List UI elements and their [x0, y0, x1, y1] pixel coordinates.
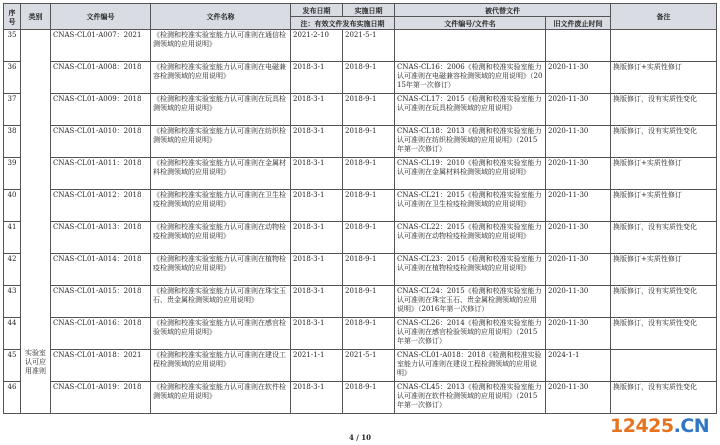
header-impl-date: 实施日期	[343, 4, 395, 17]
cell-old-abolish: 2020-11-30	[546, 318, 611, 350]
cell-old-abolish: 2020-11-30	[546, 222, 611, 254]
header-doc-no: 文件编号	[51, 4, 151, 30]
table-row	[4, 158, 717, 190]
cell-remark: 换版修订+实质性修订	[611, 158, 717, 190]
cell-remark: 换版修订+实质性修订	[611, 190, 717, 222]
site-watermark	[610, 415, 714, 437]
cell-replaced	[395, 30, 546, 62]
cell-seq: 43	[4, 286, 21, 318]
cell-impl-date: 2018-9-1	[343, 190, 395, 222]
cell-old-abolish: 2020-11-30	[546, 94, 611, 126]
cell-pub-date: 2018-3-1	[291, 190, 343, 222]
cell-old-abolish: 2020-11-30	[546, 126, 611, 158]
cell-old-abolish: 2020-11-30	[546, 254, 611, 286]
cell-remark: 换版修订，没有实质性变化	[611, 318, 717, 350]
cell-old-abolish: 2020-11-30	[546, 190, 611, 222]
cell-replaced: CNAS-CL45：2013《检测和校准实验室能力认可准则在软件检测领域的应用说明》（2015年第一次修订）	[395, 382, 546, 414]
cell-replaced: CNAS-CL21：2015《检测和校准实验室能力认可准则在卫生检疫检测领域的应用说明》	[395, 190, 546, 222]
cell-replaced: CNAS-CL26：2014《检测和校准实验室能力认可准则在感官检验领域的应用说明》（2015年第一次修订）	[395, 318, 546, 350]
cell-seq: 45	[4, 350, 21, 382]
table-row	[4, 350, 717, 382]
cell-remark: 换版修订，没有实质性变化	[611, 222, 717, 254]
table-row	[4, 286, 717, 318]
page-indicator: 4 / 10	[348, 433, 372, 442]
cell-doc-name: 《检测和校准实验室能力认可准则在感官检验领域的应用说明》	[151, 318, 291, 350]
cell-impl-date: 2018-9-1	[343, 254, 395, 286]
cell-impl-date: 2021-5-1	[343, 30, 395, 62]
cell-impl-date: 2018-9-1	[343, 286, 395, 318]
table-row	[4, 254, 717, 286]
cell-seq: 39	[4, 158, 21, 190]
cell-doc-no: CNAS-CL01-A013：2018	[51, 222, 151, 254]
cell-replaced: CNAS-CL16：2006《检测和校准实验室能力认可准则在电磁兼容检测领域的应用说明》（2015年第一次修订）	[395, 62, 546, 94]
cell-doc-no: CNAS-CL01-A010：2018	[51, 126, 151, 158]
cell-remark: 换版修订+实质性修订	[611, 62, 717, 94]
cell-seq: 44	[4, 318, 21, 350]
header-seq: 序号	[4, 4, 21, 30]
cell-remark: 换版修订+实质性修订	[611, 254, 717, 286]
cell-seq: 37	[4, 94, 21, 126]
watermark-domain: .CN	[673, 415, 710, 437]
header-remark: 备注	[611, 4, 717, 30]
cell-doc-name: 《检测和校准实验室能力认可准则在卫生检疫检测领域的应用说明》	[151, 190, 291, 222]
cell-replaced: CNAS-CL23：2015《检测和校准实验室能力认可准则在植物检疫检测领域的应用说明》	[395, 254, 546, 286]
cell-old-abolish: 2020-11-30	[546, 62, 611, 94]
cell-remark: 换版修订，没有实质性变化	[611, 286, 717, 318]
cell-doc-no: CNAS-CL01-A019：2018	[51, 382, 151, 414]
cell-remark: 换版修订，没有实质性变化	[611, 126, 717, 158]
cell-doc-name: 《检测和校准实验室能力认可准则在金属材料检测领域的应用说明》	[151, 158, 291, 190]
cell-replaced: CNAS-CL18：2013《检测和校准实验室能力认可准则在纺织检测领域的应用说明》（2015年第一次修订）	[395, 126, 546, 158]
table-row	[4, 318, 717, 350]
header-doc-name: 文件名称	[151, 4, 291, 30]
cell-seq: 36	[4, 62, 21, 94]
cell-seq: 42	[4, 254, 21, 286]
header-category: 类别	[21, 4, 51, 30]
cell-replaced: CNAS-CL22：2015《检测和校准实验室能力认可准则在动物检疫检测领域的应用说明》	[395, 222, 546, 254]
cell-old-abolish: 2024-1-1	[546, 350, 611, 382]
standards-table	[3, 3, 717, 414]
cell-remark: 换版修订，没有实质性变化	[611, 94, 717, 126]
cell-impl-date: 2021-5-1	[343, 350, 395, 382]
header-replaced: 被代替文件	[395, 4, 611, 17]
cell-impl-date: 2018-9-1	[343, 382, 395, 414]
cell-category	[21, 30, 51, 414]
cell-doc-no: CNAS-CL01-A015：2018	[51, 286, 151, 318]
cell-replaced: CNAS-CL01-A018：2018《检测和校准实验室能力认可准则在建设工程检测领域的应用说明》	[395, 350, 546, 382]
cell-doc-name: 《检测和校准实验室能力认可准则在纺织检测领域的应用说明》	[151, 126, 291, 158]
cell-doc-no: CNAS-CL01-A011：2018	[51, 158, 151, 190]
table-row	[4, 62, 717, 94]
cell-pub-date: 2018-3-1	[291, 382, 343, 414]
cell-doc-no: CNAS-CL01-A007：2021	[51, 30, 151, 62]
table-row	[4, 30, 717, 62]
cell-doc-name: 《检测和校准实验室能力认可准则在植物检疫检测领域的应用说明》	[151, 254, 291, 286]
cell-doc-name: 《检测和校准实验室能力认可准则在电磁兼容检测领域的应用说明》	[151, 62, 291, 94]
cell-remark: 换版修订，没有实质性变化	[611, 382, 717, 414]
cell-impl-date: 2018-9-1	[343, 318, 395, 350]
cell-pub-date: 2021-2-10	[291, 30, 343, 62]
cell-pub-date: 2018-3-1	[291, 158, 343, 190]
cell-seq: 38	[4, 126, 21, 158]
cell-doc-no: CNAS-CL01-A008：2018	[51, 62, 151, 94]
cell-doc-name: 《检测和校准实验室能力认可准则在玩具检测领域的应用说明》	[151, 94, 291, 126]
cell-doc-name: 《检测和校准实验室能力认可准则在通信检测领域的应用说明》	[151, 30, 291, 62]
cell-doc-name: 《检测和校准实验室能力认可准则在建设工程检测领域的应用说明》	[151, 350, 291, 382]
cell-doc-no: CNAS-CL01-A009：2018	[51, 94, 151, 126]
cell-doc-no: CNAS-CL01-A018：2021	[51, 350, 151, 382]
cell-seq: 40	[4, 190, 21, 222]
table-row	[4, 382, 717, 414]
cell-replaced: CNAS-CL24：2015《检测和校准实验室能力认可准则在珠宝玉石、贵金属检测领域的应用说明》（2016年第一次修订）	[395, 286, 546, 318]
cell-doc-name: 《检测和校准实验室能力认可准则在软件检测领域的应用说明》	[151, 382, 291, 414]
cell-replaced: CNAS-CL19：2010《检测和校准实验室能力认可准则在金属材料检测领域的应用说明》	[395, 158, 546, 190]
table-row	[4, 222, 717, 254]
cell-old-abolish	[546, 30, 611, 62]
cell-doc-name: 《检测和校准实验室能力认可准则在动物检疫检测领域的应用说明》	[151, 222, 291, 254]
cell-pub-date: 2018-3-1	[291, 254, 343, 286]
cell-pub-date: 2018-3-1	[291, 94, 343, 126]
cell-impl-date: 2018-9-1	[343, 158, 395, 190]
cell-impl-date: 2018-9-1	[343, 126, 395, 158]
cell-old-abolish: 2020-11-30	[546, 286, 611, 318]
cell-pub-date: 2018-3-1	[291, 222, 343, 254]
cell-pub-date: 2018-3-1	[291, 318, 343, 350]
table-row	[4, 190, 717, 222]
table-row	[4, 94, 717, 126]
cell-pub-date: 2018-3-1	[291, 62, 343, 94]
cell-replaced: CNAS-CL17：2015《检测和校准实验室能力认可准则在玩具检测领域的应用说明》	[395, 94, 546, 126]
header-sub-note: 注：有效文件发布实施日期	[291, 17, 395, 30]
watermark-number: 12425	[610, 415, 674, 437]
header-replaced-no-name: 文件编号/文件名	[395, 17, 546, 30]
cell-doc-no: CNAS-CL01-A014：2018	[51, 254, 151, 286]
cell-old-abolish: 2020-11-30	[546, 158, 611, 190]
cell-remark	[611, 30, 717, 62]
cell-pub-date: 2018-3-1	[291, 286, 343, 318]
cell-doc-no: CNAS-CL01-A012：2018	[51, 190, 151, 222]
cell-impl-date: 2018-9-1	[343, 222, 395, 254]
cell-seq: 46	[4, 382, 21, 414]
header-pub-date: 发布日期	[291, 4, 343, 17]
cell-old-abolish: 2020-11-30	[546, 382, 611, 414]
cell-seq: 35	[4, 30, 21, 62]
cell-pub-date: 2018-3-1	[291, 126, 343, 158]
cell-doc-name: 《检测和校准实验室能力认可准则在珠宝玉石、贵金属检测领域的应用说明》	[151, 286, 291, 318]
category-label: 实验室认可应用准则	[25, 349, 46, 375]
header-old-abolish: 旧文件废止时间	[546, 17, 611, 30]
cell-doc-no: CNAS-CL01-A016：2018	[51, 318, 151, 350]
cell-seq: 41	[4, 222, 21, 254]
table-row	[4, 126, 717, 158]
cell-impl-date: 2018-9-1	[343, 62, 395, 94]
cell-pub-date: 2021-1-1	[291, 350, 343, 382]
cell-impl-date: 2018-9-1	[343, 94, 395, 126]
cell-remark	[611, 350, 717, 382]
